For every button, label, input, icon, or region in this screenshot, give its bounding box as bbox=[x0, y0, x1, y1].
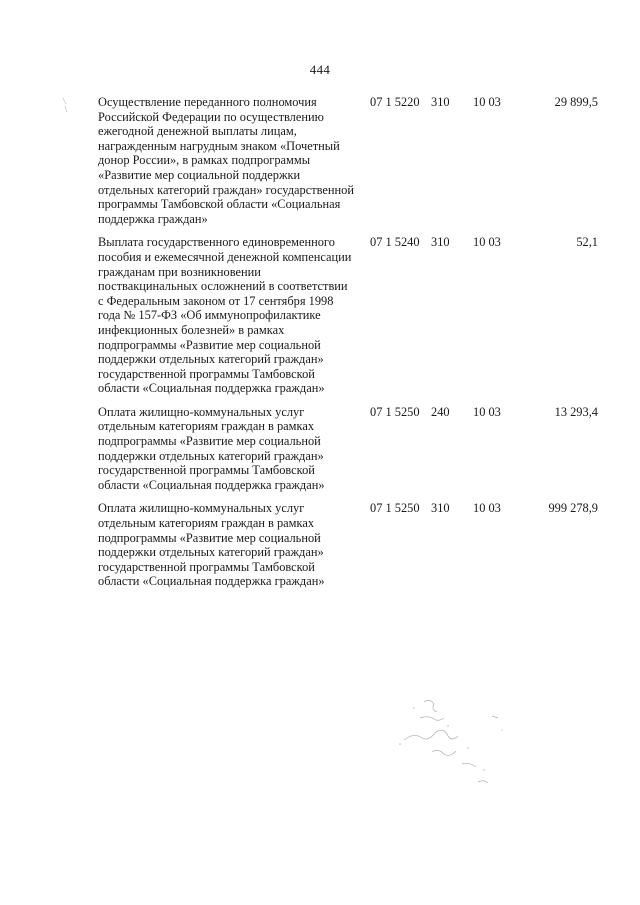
row-description: Оплата жилищно-коммунальных услуг отдельным категориям граждан в рамках подпрограммы «Развитие мер социальной поддержки отдельных категорий граждан» государственной программы Тамбовской области «Социальная поддержка граждан» bbox=[98, 501, 325, 589]
table-row bbox=[0, 95, 640, 226]
row-section-code: 10 03 bbox=[473, 235, 501, 250]
row-section-code: 10 03 bbox=[473, 95, 501, 109]
table-row bbox=[0, 501, 640, 589]
scan-speck-mark bbox=[60, 96, 74, 116]
row-amount: 13 293,4 bbox=[554, 404, 598, 419]
budget-table bbox=[0, 95, 640, 598]
row-amount: 52,1 bbox=[576, 235, 598, 250]
row-expense-type: 310 bbox=[431, 235, 450, 250]
faint-signature-mark bbox=[392, 690, 522, 800]
row-description: Осуществление переданного полномочия Российской Федерации по осуществлению ежегодной денежной выплаты лицам, награжденным нагрудным знаком «Почетный донор России», в рамках подпрограммы «Развитие мер социальной поддержки отдельных категорий граждан» государственной программы Тамбовской области «Социальная поддержка граждан» bbox=[98, 95, 354, 226]
row-target-code: 07 1 5220 bbox=[370, 95, 420, 109]
row-expense-type: 310 bbox=[431, 501, 450, 516]
row-description: Оплата жилищно-коммунальных услуг отдельным категориям граждан в рамках подпрограммы «Развитие мер социальной поддержки отдельных категорий граждан» государственной программы Тамбовской области «Социальная поддержка граждан» bbox=[98, 404, 325, 492]
row-expense-type: 310 bbox=[431, 95, 450, 109]
table-row bbox=[0, 405, 640, 493]
page-number: 444 bbox=[309, 62, 331, 77]
row-expense-type: 240 bbox=[431, 404, 450, 419]
row-amount: 29 899,5 bbox=[554, 95, 598, 109]
table-row bbox=[0, 235, 640, 396]
row-section-code: 10 03 bbox=[473, 501, 501, 516]
row-amount: 999 278,9 bbox=[548, 501, 598, 516]
row-target-code: 07 1 5240 bbox=[370, 235, 420, 250]
row-target-code: 07 1 5250 bbox=[370, 404, 420, 419]
row-description: Выплата государственного единовременного пособия и ежемесячной денежной компенсации гражданам при возникновении поствакцинальных осложнений в соответствии с Федеральным законом от 17 сентября 1998 года № 157-ФЗ «Об иммунопрофилактике инфекционных болезней» в рамках подпрограммы «Развитие мер социальной поддержки отдельных категорий граждан» государственной программы Тамбовской области «Социальная поддержка граждан» bbox=[98, 235, 352, 396]
row-section-code: 10 03 bbox=[473, 404, 501, 419]
row-target-code: 07 1 5250 bbox=[370, 501, 420, 516]
